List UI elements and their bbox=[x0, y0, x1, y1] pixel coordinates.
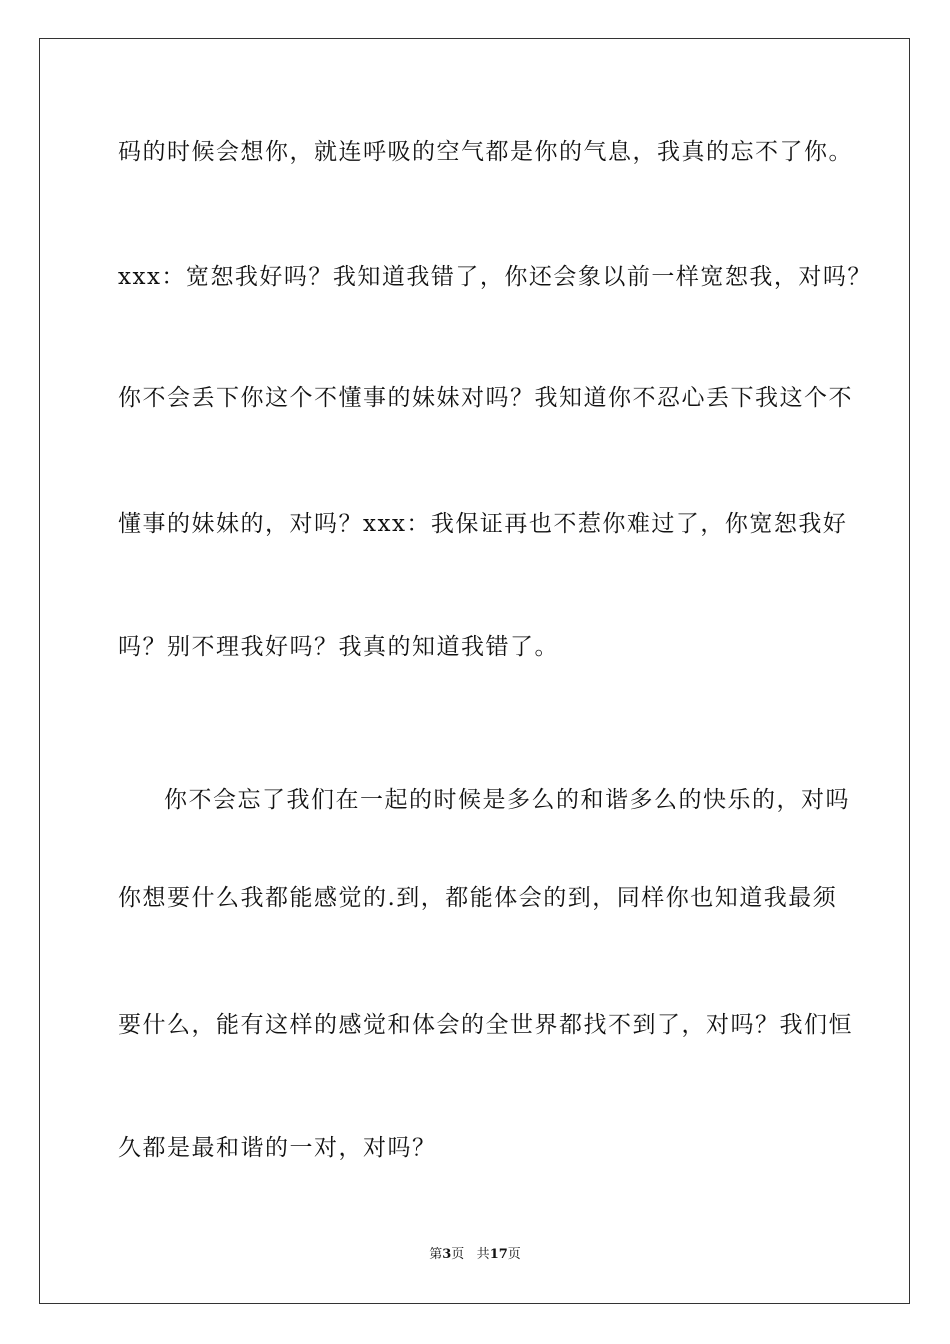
page-frame bbox=[39, 38, 910, 1304]
text-line-4: 懂事的妹妹的，对吗？xxx：我保证再也不惹你难过了，你宽恕我好 bbox=[118, 511, 848, 537]
page-footer bbox=[0, 1246, 950, 1264]
text-line-2: xxx：宽恕我好吗？我知道我错了，你还会象以前一样宽恕我，对吗？ bbox=[118, 264, 872, 290]
total-pages: 17 bbox=[489, 1247, 508, 1262]
page-prefix: 第 bbox=[429, 1247, 443, 1262]
page-suffix: 页 bbox=[451, 1247, 465, 1262]
text-line-6: 你不会忘了我们在一起的时候是多么的和谐多么的快乐的，对吗 bbox=[164, 787, 850, 813]
total-suffix: 页 bbox=[507, 1247, 521, 1262]
page-number: 3 bbox=[442, 1247, 452, 1262]
text-line-9: 久都是最和谐的一对，对吗？ bbox=[118, 1135, 437, 1161]
text-line-7: 你想要什么我都能感觉的.到，都能体会的到，同样你也知道我最须 bbox=[118, 885, 838, 911]
text-line-5: 吗？别不理我好吗？我真的知道我错了。 bbox=[118, 634, 559, 660]
total-prefix: 共 bbox=[476, 1247, 490, 1262]
text-line-1: 码的时候会想你，就连呼吸的空气都是你的气息，我真的忘不了你。 bbox=[118, 139, 853, 165]
text-line-3: 你不会丢下你这个不懂事的妹妹对吗？我知道你不忍心丢下我这个不 bbox=[118, 385, 853, 411]
text-line-8: 要什么，能有这样的感觉和体会的全世界都找不到了，对吗？我们恒 bbox=[118, 1012, 853, 1038]
